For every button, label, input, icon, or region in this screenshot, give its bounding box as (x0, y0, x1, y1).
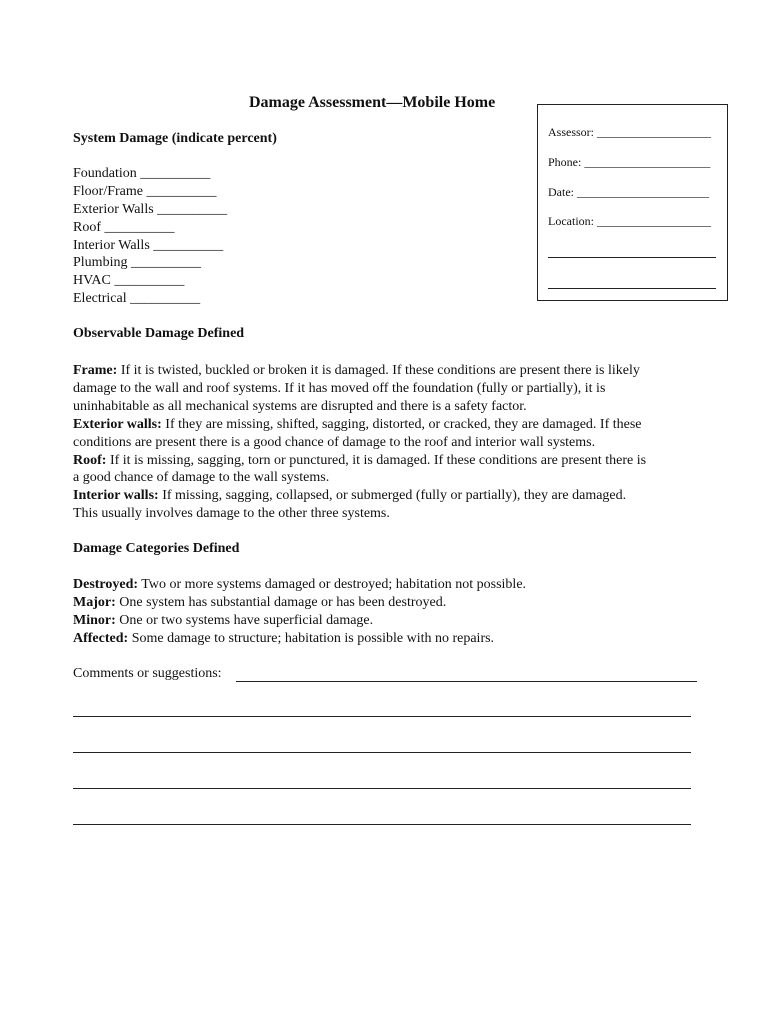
category-definitions (73, 576, 526, 648)
roof-line-2: a good chance of damage to the wall systems. (73, 470, 330, 486)
minor-line: Minor: One or two systems have superficial damage. (73, 612, 374, 628)
system-damage-heading: System Damage (indicate percent) (73, 131, 277, 146)
observable-definitions (73, 362, 646, 523)
electrical-field[interactable]: Electrical __________ (73, 291, 201, 307)
blank-line-1[interactable] (548, 257, 716, 258)
comments-line-4[interactable] (73, 824, 691, 825)
categories-heading: Damage Categories Defined (73, 541, 240, 556)
floor-frame-field[interactable]: Floor/Frame __________ (73, 183, 217, 199)
interior-label: Interior walls: (73, 488, 159, 504)
exterior-walls-field[interactable]: Exterior Walls __________ (73, 201, 228, 217)
comments-line-2[interactable] (73, 752, 691, 753)
interior-line-2: This usually involves damage to the other three systems. (73, 506, 390, 522)
page-title: Damage Assessment—Mobile Home (249, 94, 496, 111)
comments-line-1[interactable] (73, 716, 691, 717)
location-field[interactable]: Location: ___________________ (548, 214, 711, 228)
frame-line-3: uninhabitable as all mechanical systems are disrupted and there is a safety factor. (73, 398, 527, 414)
assessor-info-box (537, 104, 728, 301)
date-field[interactable]: Date: ______________________ (548, 185, 709, 199)
frame-line-1: Frame: If it is twisted, buckled or broken it is damaged. If these conditions are present there is likely (73, 363, 640, 378)
comments-label: Comments or suggestions: (73, 666, 222, 681)
affected-line: Affected: Some damage to structure; habitation is possible with no repairs. (73, 630, 495, 646)
roof-label: Roof: (73, 452, 107, 468)
interior-line-1: Interior walls: If missing, sagging, collapsed, or submerged (fully or partially), they are damaged. (73, 488, 627, 504)
exterior-line-1: Exterior walls: If they are missing, shifted, sagging, distorted, or cracked, they are damaged. If these (73, 416, 642, 432)
major-line: Major: One system has substantial damage or has been destroyed. (73, 594, 447, 610)
assessor-field[interactable]: Assessor: ___________________ (548, 125, 712, 139)
comments-line-3[interactable] (73, 788, 691, 789)
interior-walls-field[interactable]: Interior Walls __________ (73, 237, 224, 253)
destroyed-line: Destroyed: Two or more systems damaged or destroyed; habitation not possible. (73, 577, 527, 592)
exterior-line-2: conditions are present there is a good chance of damage to the roof and interior wall systems. (73, 434, 596, 450)
foundation-field[interactable]: Foundation __________ (73, 166, 211, 181)
blank-line-2[interactable] (548, 288, 716, 289)
phone-field[interactable]: Phone: _____________________ (548, 155, 711, 169)
roof-field[interactable]: Roof __________ (73, 219, 175, 235)
roof-line-1: Roof: If it is missing, sagging, torn or punctured, it is damaged. If these conditions are present there is (73, 452, 647, 468)
exterior-label: Exterior walls: (73, 416, 162, 432)
comments-line-0[interactable] (236, 681, 697, 682)
frame-line-2: damage to the wall and roof systems. If it has moved off the foundation (fully or partially), it is (73, 380, 606, 396)
plumbing-field[interactable]: Plumbing __________ (73, 255, 201, 271)
observable-heading: Observable Damage Defined (73, 326, 245, 341)
frame-label: Frame: (73, 363, 118, 378)
hvac-field[interactable]: HVAC __________ (73, 273, 185, 289)
system-damage-list (73, 165, 227, 308)
